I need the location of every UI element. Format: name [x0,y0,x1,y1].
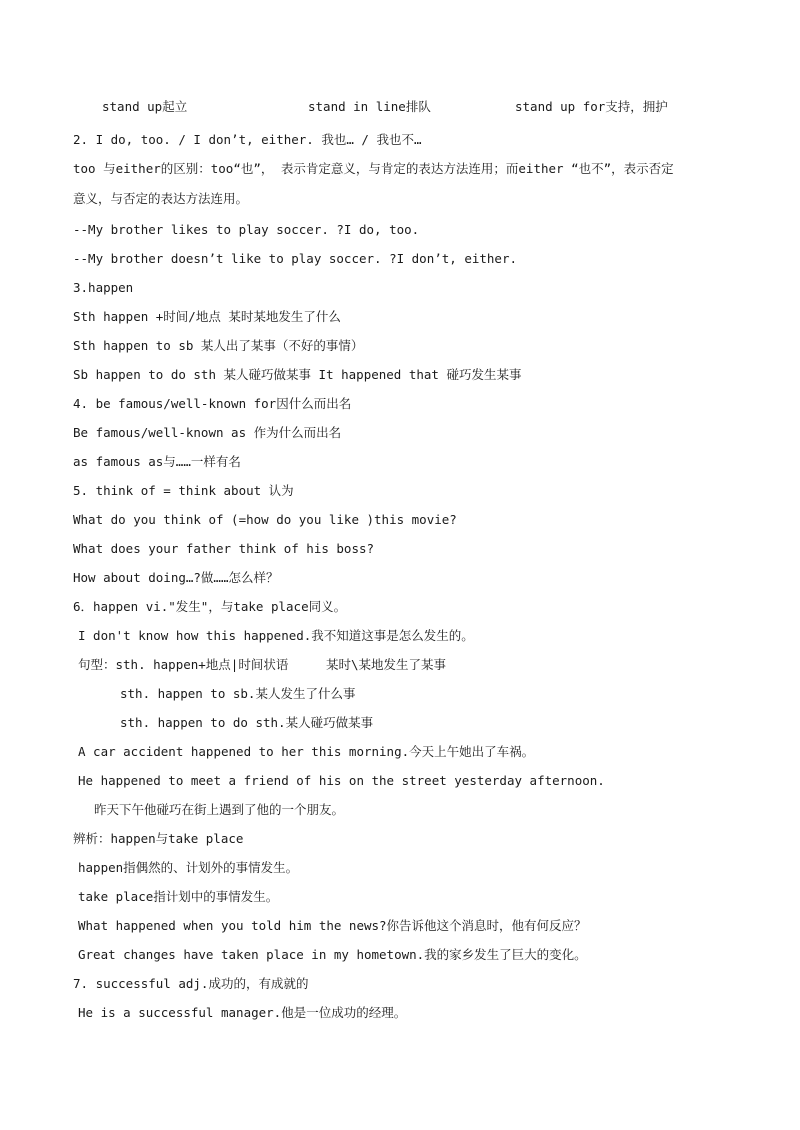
famous-as: Be famous/well-known as 作为什么而出名 [73,425,342,440]
happen-example-1: I don't know how this happened.我不知道这事是怎么发生的。 [78,628,474,643]
as-famous-as: as famous as与……一样有名 [73,454,241,469]
sentence-pattern-3: sth. happen to do sth.某人碰巧做某事 [120,715,374,730]
happen-example-3: He happened to meet a friend of his on the street yesterday afternoon. [78,773,605,788]
section-6-heading: 6．happen vi."发生"，与take place同义。 [73,599,347,614]
sentence-pattern: 句型：sth. happen+地点|时间状语 某时\某地发生了某事 [78,657,446,672]
happen-usage-2: Sth happen to sb 某人出了某事（不好的事情） [73,338,364,353]
section-5-heading: 5. think of = think about 认为 [73,483,294,498]
phrase-stand-up-for: stand up for支持，拥护 [515,99,668,114]
phrase-stand-up: stand up起立 [102,99,188,114]
section-2-heading: 2. I do, too. / I don’t, either. 我也… / 我也不… [73,132,422,147]
too-either-explanation: too 与either的区别：too“也”， 表示肯定意义，与肯定的表达方法连用；而either “也不”，表示否定 [73,161,674,176]
happen-example-3-translation: 昨天下午他碰巧在街上遇到了他的一个朋友。 [94,802,345,817]
think-example-2: What does your father think of his boss? [73,541,375,556]
section-4-heading: 4. be famous/well-known for因什么而出名 [73,396,352,411]
take-place-definition: take place指计划中的事情发生。 [78,889,279,904]
example-either: --My brother doesn’t like to play soccer. ?I don’t, either. [73,251,518,266]
happen-usage-3: Sb happen to do sth 某人碰巧做某事 It happened that 碰巧发生某事 [73,367,522,382]
comparison-heading: 辨析：happen与take place [73,831,244,846]
how-about-doing: How about doing…?做……怎么样？ [73,570,279,585]
section-7-heading: 7. successful adj.成功的，有成就的 [73,976,309,991]
comparison-example-1: What happened when you told him the news?你告诉他这个消息时，他有何反应？ [78,918,587,933]
phrase-stand-in-line: stand in line排队 [308,99,431,114]
happen-example-2: A car accident happened to her this morning.今天上午她出了车祸。 [78,744,535,759]
happen-usage-1: Sth happen +时间/地点 某时某地发生了什么 [73,309,341,324]
think-example-1: What do you think of (=how do you like )this movie? [73,512,457,527]
too-either-explanation-cont: 意义，与否定的表达方法连用。 [73,191,249,206]
example-too: --My brother likes to play soccer. ?I do, too. [73,222,420,237]
section-3-heading: 3.happen [73,280,134,295]
successful-example: He is a successful manager.他是一位成功的经理。 [78,1005,407,1020]
comparison-example-2: Great changes have taken place in my hometown.我的家乡发生了巨大的变化。 [78,947,587,962]
happen-definition: happen指偶然的、计划外的事情发生。 [78,860,299,875]
sentence-pattern-2: sth. happen to sb.某人发生了什么事 [120,686,356,701]
